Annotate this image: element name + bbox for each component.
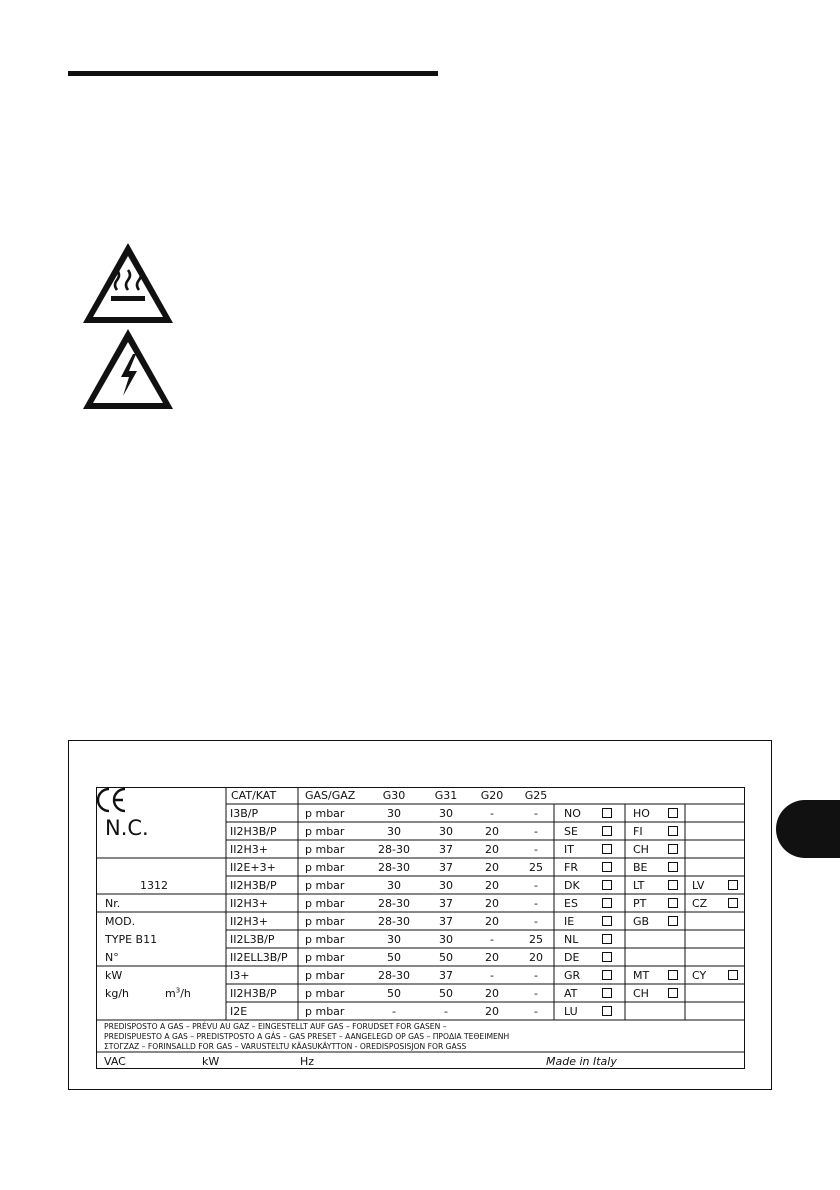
row-pressure: p mbar (305, 861, 345, 874)
country-1: DE (564, 951, 580, 964)
country-2: CH (633, 987, 649, 1000)
country-1: SE (564, 825, 578, 838)
row-g31: 50 (439, 987, 453, 1000)
row-g31: 37 (439, 843, 453, 856)
country-2: PT (633, 897, 647, 910)
row-g31: 30 (439, 807, 453, 820)
row-pressure: p mbar (305, 897, 345, 910)
row-g20: 20 (485, 987, 499, 1000)
row-g30: 28-30 (378, 897, 410, 910)
country-1: IT (564, 843, 574, 856)
row-g31: 37 (439, 915, 453, 928)
country-1: FR (564, 861, 578, 874)
ce-mark-icon (96, 787, 128, 813)
vac-label: VAC (104, 1055, 126, 1068)
row-cat: II2H3B/P (230, 825, 277, 838)
row-g30: 28-30 (378, 861, 410, 874)
row-g25: - (534, 1005, 538, 1018)
country-checkbox[interactable] (602, 808, 612, 818)
nc-label: N.C. (105, 816, 149, 840)
country-checkbox[interactable] (602, 826, 612, 836)
m3h-exponent: 3 (175, 986, 181, 995)
row-cat: II2H3+ (230, 843, 268, 856)
row-g20: - (490, 807, 494, 820)
row-pressure: p mbar (305, 915, 345, 928)
country-2: GB (633, 915, 650, 928)
nr-label: Nr. (105, 897, 121, 910)
row-g31: 50 (439, 951, 453, 964)
footer-line: ΣΤΟΓΖΑΖ – FORINSALLD FOR GAS – VARUSTELTU KÄASUKÄYTTON - OREDISPOSISJON FOR GASS (104, 1042, 467, 1051)
row-cat: I2E (230, 1005, 248, 1018)
country-checkbox[interactable] (668, 808, 678, 818)
row-g30: - (392, 1005, 396, 1018)
row-g20: 20 (485, 951, 499, 964)
country-checkbox[interactable] (602, 988, 612, 998)
country-checkbox[interactable] (602, 898, 612, 908)
country-checkbox[interactable] (602, 880, 612, 890)
country-checkbox[interactable] (602, 934, 612, 944)
row-cat: II2L3B/P (230, 933, 275, 946)
kw-label: kW (105, 969, 123, 982)
row-g20: 20 (485, 915, 499, 928)
country-2: MT (633, 969, 650, 982)
country-1: DK (564, 879, 580, 892)
row-cat: I3+ (230, 969, 250, 982)
row-g25: - (534, 969, 538, 982)
hz-label: Hz (300, 1055, 315, 1068)
row-pressure: p mbar (305, 1005, 345, 1018)
country-1: LU (564, 1005, 578, 1018)
row-g31: 30 (439, 825, 453, 838)
country-1: NL (564, 933, 579, 946)
country-checkbox[interactable] (602, 970, 612, 980)
row-pressure: p mbar (305, 933, 345, 946)
row-g30: 30 (387, 879, 401, 892)
row-pressure: p mbar (305, 951, 345, 964)
mod-label: MOD. (105, 915, 136, 928)
row-g25: - (534, 825, 538, 838)
row-g25: - (534, 897, 538, 910)
row-g25: - (534, 915, 538, 928)
row-g20: 20 (485, 861, 499, 874)
row-cat: II2H3B/P (230, 987, 277, 1000)
country-checkbox[interactable] (668, 916, 678, 926)
row-pressure: p mbar (305, 807, 345, 820)
row-pressure: p mbar (305, 969, 345, 982)
row-g25: - (534, 987, 538, 1000)
country-checkbox[interactable] (668, 988, 678, 998)
m3h-base: m (165, 987, 176, 1000)
country-checkbox[interactable] (668, 862, 678, 872)
country-checkbox[interactable] (728, 970, 738, 980)
row-g30: 28-30 (378, 915, 410, 928)
country-checkbox[interactable] (602, 862, 612, 872)
country-3: LV (692, 879, 705, 892)
country-checkbox[interactable] (602, 1006, 612, 1016)
row-g31: 37 (439, 861, 453, 874)
row-g31: 37 (439, 969, 453, 982)
header-rule (68, 71, 438, 76)
row-g30: 50 (387, 951, 401, 964)
row-g20: - (490, 969, 494, 982)
section-tab-marker (776, 800, 840, 858)
serial-label: N° (105, 951, 119, 964)
row-g31: 30 (439, 933, 453, 946)
m3h-label (165, 987, 191, 1000)
row-g30: 30 (387, 807, 401, 820)
country-checkbox[interactable] (728, 880, 738, 890)
ce-number: 1312 (140, 879, 168, 892)
country-2: LT (633, 879, 645, 892)
country-1: AT (564, 987, 578, 1000)
country-3: CY (692, 969, 707, 982)
type-label: TYPE B11 (105, 933, 158, 946)
row-g25: - (534, 843, 538, 856)
country-checkbox[interactable] (602, 916, 612, 926)
footer-line: PREDISPOSTO A GAS – PRÉVU AU GAZ – EINGESTELLT AUF GAS – FORUDSET FOR GASEN – (104, 1022, 447, 1031)
country-2: FI (633, 825, 643, 838)
row-pressure: p mbar (305, 843, 345, 856)
row-g25: 20 (529, 951, 543, 964)
row-g30: 28-30 (378, 969, 410, 982)
row-cat: II2H3+ (230, 915, 268, 928)
row-cat: II2H3B/P (230, 879, 277, 892)
row-g25: 25 (529, 933, 543, 946)
electric-shock-warning-icon (80, 326, 176, 412)
header-g31: G31 (434, 789, 458, 802)
country-checkbox[interactable] (602, 844, 612, 854)
row-g20: 20 (485, 843, 499, 856)
country-checkbox[interactable] (728, 898, 738, 908)
country-1: GR (564, 969, 581, 982)
row-cat: II2E+3+ (230, 861, 276, 874)
header-cat: CAT/KAT (231, 789, 277, 802)
row-pressure: p mbar (305, 987, 345, 1000)
header-g30: G30 (382, 789, 406, 802)
row-g31: 30 (439, 879, 453, 892)
kgh-label: kg/h (105, 987, 130, 1000)
country-3: CZ (692, 897, 708, 910)
header-g25: G25 (524, 789, 548, 802)
row-pressure: p mbar (305, 879, 345, 892)
country-2: HO (633, 807, 650, 820)
row-g20: 20 (485, 1005, 499, 1018)
row-pressure: p mbar (305, 825, 345, 838)
row-cat: II2ELL3B/P (230, 951, 288, 964)
row-g30: 50 (387, 987, 401, 1000)
row-g20: 20 (485, 879, 499, 892)
row-g25: - (534, 807, 538, 820)
country-2: CH (633, 843, 649, 856)
header-gas: GAS/GAZ (305, 789, 356, 802)
row-g30: 30 (387, 933, 401, 946)
country-checkbox[interactable] (602, 952, 612, 962)
row-g31: 37 (439, 897, 453, 910)
country-checkbox[interactable] (668, 970, 678, 980)
kw-bottom-label: kW (202, 1055, 220, 1068)
m3h-unit: /h (180, 987, 191, 1000)
country-1: ES (564, 897, 578, 910)
row-g20: - (490, 933, 494, 946)
row-g31: - (444, 1005, 448, 1018)
country-checkbox[interactable] (668, 826, 678, 836)
country-checkbox[interactable] (668, 898, 678, 908)
row-g30: 28-30 (378, 843, 410, 856)
row-cat: I3B/P (230, 807, 259, 820)
row-g30: 30 (387, 825, 401, 838)
country-checkbox[interactable] (668, 880, 678, 890)
country-1: NO (564, 807, 581, 820)
row-g20: 20 (485, 897, 499, 910)
country-2: BE (633, 861, 648, 874)
row-cat: II2H3+ (230, 897, 268, 910)
row-g25: 25 (529, 861, 543, 874)
footer-line: PREDISPUESTO A GAS – PREDISTPOSTO A GÁS – GAS PRESET – AANGELEGD OP GAS – ΠΡΟΔΙΑ ΤΕΘΕΙΜΕΝΗ (104, 1032, 510, 1041)
row-g20: 20 (485, 825, 499, 838)
country-1: IE (564, 915, 575, 928)
made-in-italy: Made in Italy (546, 1055, 617, 1068)
hot-surface-warning-icon (80, 240, 176, 326)
row-g25: - (534, 879, 538, 892)
rating-plate (96, 787, 745, 1069)
country-checkbox[interactable] (668, 844, 678, 854)
header-g20: G20 (480, 789, 504, 802)
